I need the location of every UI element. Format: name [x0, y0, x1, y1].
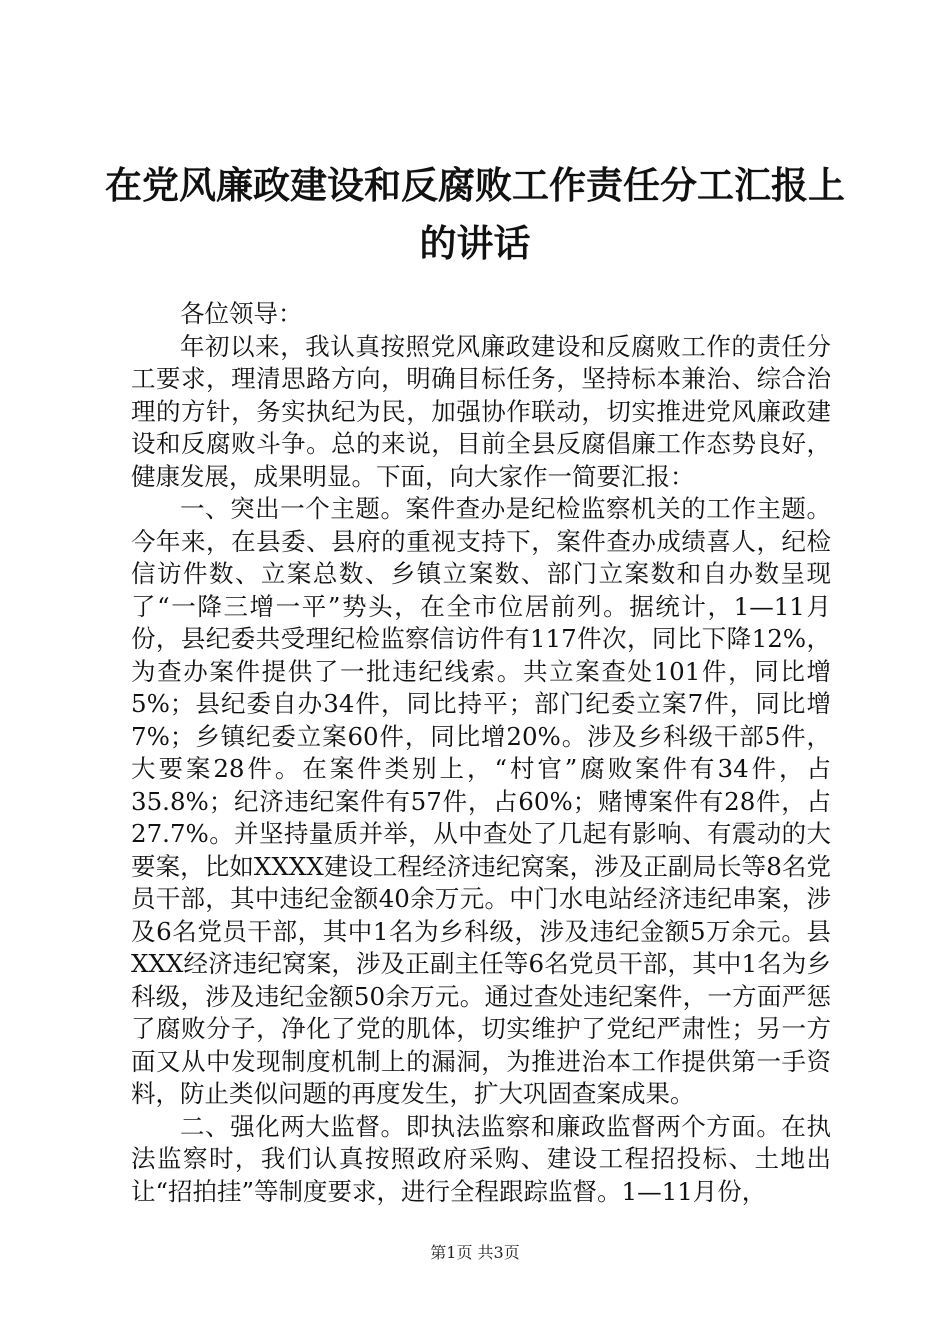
title-line-1: 在党风廉政建设和反腐败工作责任分工汇报上: [105, 163, 845, 207]
page-footer: 第1页 共3页: [430, 1243, 520, 1262]
document-body: [131, 298, 831, 1208]
title-line-2: 的讲话: [419, 221, 531, 265]
paragraph-section-2: 二、强化两大监督。即执法监察和廉政监督两个方面。在执法监察时，我们认真按照政府采购、建设工程招投标、土地出让“招拍挂”等制度要求，进行全程跟踪监督。1—11月份，: [131, 1111, 831, 1206]
paragraph-intro: 年初以来，我认真按照党风廉政建设和反腐败工作的责任分工要求，理清思路方向，明确目标任务，坚持标本兼治、综合治理的方针，务实执纪为民，加强协作联动，切实推进党风廉政建设和反腐败斗争。总的来说，目前全县反腐倡廉工作态势良好，健康发展，成果明显。下面，向大家作一简要汇报：: [131, 331, 831, 491]
document-title: [100, 156, 850, 272]
paragraph-section-1: 一、突出一个主题。案件查办是纪检监察机关的工作主题。今年来，在县委、县府的重视支持下，案件查办成绩喜人，纪检信访件数、立案总数、乡镇立案数、部门立案数和自办数呈现了“一降三增一平”势头，在全市位居前列。据统计，1—11月份，县纪委共受理纪检监察信访件有117件次，同比下降12%，为查办案件提供了一批违纪线索。共立案查处101件，同比增5%；县纪委自办34件，同比持平；部门纪委立案7件，同比增7%；乡镇纪委立案60件，同比增20%。涉及乡科级干部5件，大要案28件。在案件类别上，“村官”腐败案件有34件，占35.8%；纪济违纪案件有57件，占60%；赌博案件有28件，占27.7%。并坚持量质并举，从中查处了几起有影响、有震动的大要案，比如XXXX建设工程经济违纪窝案，涉及正副局长等8名党员干部，其中违纪金额40余万元。中门水电站经济违纪串案，涉及6名党员干部，其中1名为乡科级，涉及违纪金额5万余元。县XXX经济违纪窝案，涉及正副主任等6名党员干部，其中1名为乡科级，涉及违纪金额50余万元。通过查处违纪案件，一方面严惩了腐败分子，净化了党的肌体，切实维护了党纪严肃性；另一方面又从中发现制度机制上的漏洞，为推进治本工作提供第一手资料，防止类似问题的再度发生，扩大巩固查案成果。: [131, 494, 831, 1108]
salutation: 各位领导：: [180, 299, 303, 328]
